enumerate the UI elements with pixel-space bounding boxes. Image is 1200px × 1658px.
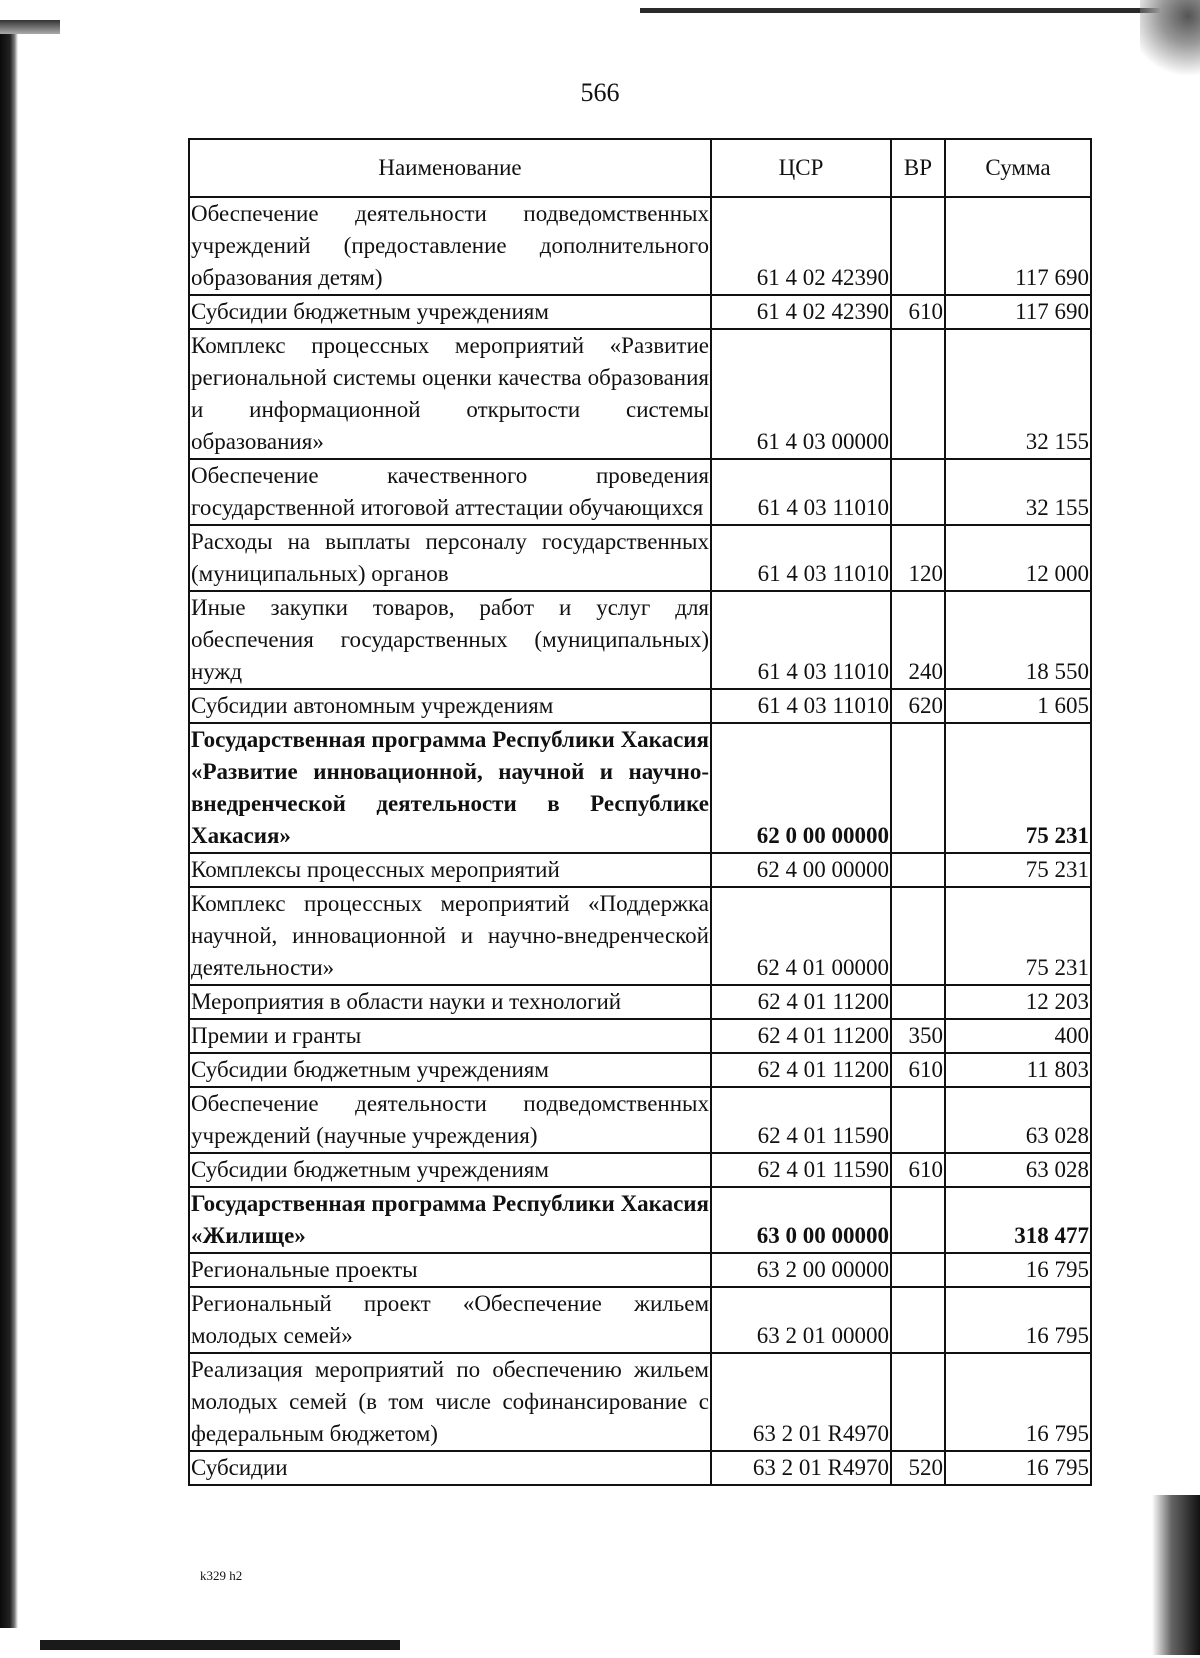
table-row xyxy=(189,985,1091,1019)
row-vr: 120 xyxy=(891,525,945,591)
row-vr xyxy=(891,985,945,1019)
row-name: Субсидии бюджетным учреждениям xyxy=(189,1153,711,1187)
row-csr: 63 2 01 00000 xyxy=(711,1287,891,1353)
table-row xyxy=(189,295,1091,329)
row-name: Государственная программа Республики Хакасия «Жилище» xyxy=(189,1187,711,1253)
scan-edge-top xyxy=(640,8,1160,13)
row-sum: 63 028 xyxy=(945,1087,1091,1153)
row-sum: 75 231 xyxy=(945,887,1091,985)
row-sum: 12 000 xyxy=(945,525,1091,591)
table-row xyxy=(189,459,1091,525)
table-row xyxy=(189,1053,1091,1087)
row-csr: 61 4 03 11010 xyxy=(711,689,891,723)
table-row xyxy=(189,1287,1091,1353)
header-name: Наименование xyxy=(189,139,711,197)
row-vr: 610 xyxy=(891,1053,945,1087)
table-row xyxy=(189,689,1091,723)
row-name: Субсидии автономным учреждениям xyxy=(189,689,711,723)
row-sum: 12 203 xyxy=(945,985,1091,1019)
row-vr xyxy=(891,1187,945,1253)
row-name: Иные закупки товаров, работ и услуг для обеспечения государственных (муниципальных) нужд xyxy=(189,591,711,689)
row-csr: 62 4 00 00000 xyxy=(711,853,891,887)
row-vr: 610 xyxy=(891,295,945,329)
row-name: Мероприятия в области науки и технологий xyxy=(189,985,711,1019)
table-header-row xyxy=(189,139,1091,197)
row-name: Комплекс процессных мероприятий «Развитие региональной системы оценки качества образования и информационной открытости системы образования» xyxy=(189,329,711,459)
budget-table xyxy=(188,138,1092,1486)
row-name: Субсидии бюджетным учреждениям xyxy=(189,295,711,329)
table-row xyxy=(189,1451,1091,1485)
row-sum: 32 155 xyxy=(945,329,1091,459)
row-name: Премии и гранты xyxy=(189,1019,711,1053)
row-vr xyxy=(891,1353,945,1451)
table-row xyxy=(189,329,1091,459)
scan-shadow-left xyxy=(0,28,18,1628)
table-row xyxy=(189,525,1091,591)
row-name: Субсидии xyxy=(189,1451,711,1485)
row-csr: 61 4 03 11010 xyxy=(711,591,891,689)
row-sum: 16 795 xyxy=(945,1451,1091,1485)
table-row xyxy=(189,1019,1091,1053)
row-sum: 32 155 xyxy=(945,459,1091,525)
table-row-program xyxy=(189,1187,1091,1253)
row-csr: 62 4 01 11590 xyxy=(711,1153,891,1187)
row-vr: 350 xyxy=(891,1019,945,1053)
row-name: Расходы на выплаты персоналу государственных (муниципальных) органов xyxy=(189,525,711,591)
table-row-program xyxy=(189,723,1091,853)
row-sum: 117 690 xyxy=(945,197,1091,295)
row-csr: 62 0 00 00000 xyxy=(711,723,891,853)
row-name: Региональный проект «Обеспечение жильем молодых семей» xyxy=(189,1287,711,1353)
row-sum: 400 xyxy=(945,1019,1091,1053)
header-sum: Сумма xyxy=(945,139,1091,197)
row-sum: 1 605 xyxy=(945,689,1091,723)
page-number: 566 xyxy=(580,78,620,107)
table-row xyxy=(189,1253,1091,1287)
row-name: Государственная программа Республики Хакасия «Развитие инновационной, научной и научно-внедренческой деятельности в Республике Хакасия» xyxy=(189,723,711,853)
row-name: Субсидии бюджетным учреждениям xyxy=(189,1053,711,1087)
row-vr: 620 xyxy=(891,689,945,723)
row-vr xyxy=(891,853,945,887)
row-name: Реализация мероприятий по обеспечению жильем молодых семей (в том числе софинансирование с федеральным бюджетом) xyxy=(189,1353,711,1451)
row-csr: 63 2 01 R4970 xyxy=(711,1353,891,1451)
row-csr: 63 2 01 R4970 xyxy=(711,1451,891,1485)
row-csr: 61 4 03 11010 xyxy=(711,525,891,591)
row-sum: 18 550 xyxy=(945,591,1091,689)
row-vr xyxy=(891,723,945,853)
row-sum: 16 795 xyxy=(945,1253,1091,1287)
row-sum: 117 690 xyxy=(945,295,1091,329)
table-row xyxy=(189,1153,1091,1187)
row-vr xyxy=(891,329,945,459)
row-csr: 62 4 01 11200 xyxy=(711,1019,891,1053)
row-csr: 63 2 00 00000 xyxy=(711,1253,891,1287)
table-row xyxy=(189,887,1091,985)
header-csr: ЦСР xyxy=(711,139,891,197)
row-name: Обеспечение деятельности подведомственных учреждений (научные учреждения) xyxy=(189,1087,711,1153)
header-vr: ВР xyxy=(891,139,945,197)
row-sum: 75 231 xyxy=(945,723,1091,853)
row-vr: 520 xyxy=(891,1451,945,1485)
row-sum: 16 795 xyxy=(945,1287,1091,1353)
row-vr: 240 xyxy=(891,591,945,689)
table-row xyxy=(189,591,1091,689)
row-name: Региональные проекты xyxy=(189,1253,711,1287)
row-csr: 62 4 01 11200 xyxy=(711,1053,891,1087)
row-csr: 61 4 02 42390 xyxy=(711,197,891,295)
row-sum: 11 803 xyxy=(945,1053,1091,1087)
row-vr xyxy=(891,887,945,985)
scan-shadow-bottom-right xyxy=(1152,1495,1200,1655)
footer-code: k329 h2 xyxy=(200,1568,243,1583)
row-vr xyxy=(891,1287,945,1353)
row-csr: 63 0 00 00000 xyxy=(711,1187,891,1253)
row-csr: 62 4 01 00000 xyxy=(711,887,891,985)
scan-edge-bottom xyxy=(40,1640,400,1650)
scan-shadow-top-left xyxy=(0,20,60,34)
row-name: Обеспечение деятельности подведомственных учреждений (предоставление дополнительного образования детям) xyxy=(189,197,711,295)
row-csr: 61 4 03 00000 xyxy=(711,329,891,459)
row-sum: 318 477 xyxy=(945,1187,1091,1253)
row-name: Комплексы процессных мероприятий xyxy=(189,853,711,887)
row-csr: 62 4 01 11200 xyxy=(711,985,891,1019)
row-sum: 75 231 xyxy=(945,853,1091,887)
table-row xyxy=(189,1087,1091,1153)
row-vr xyxy=(891,459,945,525)
row-name: Обеспечение качественного проведения государственной итоговой аттестации обучающихся xyxy=(189,459,711,525)
row-vr: 610 xyxy=(891,1153,945,1187)
row-vr xyxy=(891,1253,945,1287)
row-csr: 61 4 02 42390 xyxy=(711,295,891,329)
scan-shadow-top-right xyxy=(1140,0,1200,80)
row-sum: 63 028 xyxy=(945,1153,1091,1187)
row-name: Комплекс процессных мероприятий «Поддержка научной, инновационной и научно-внедренческой деятельности» xyxy=(189,887,711,985)
row-vr xyxy=(891,1087,945,1153)
table-row xyxy=(189,197,1091,295)
table-row xyxy=(189,853,1091,887)
row-vr xyxy=(891,197,945,295)
row-sum: 16 795 xyxy=(945,1353,1091,1451)
table-row xyxy=(189,1353,1091,1451)
row-csr: 62 4 01 11590 xyxy=(711,1087,891,1153)
row-csr: 61 4 03 11010 xyxy=(711,459,891,525)
